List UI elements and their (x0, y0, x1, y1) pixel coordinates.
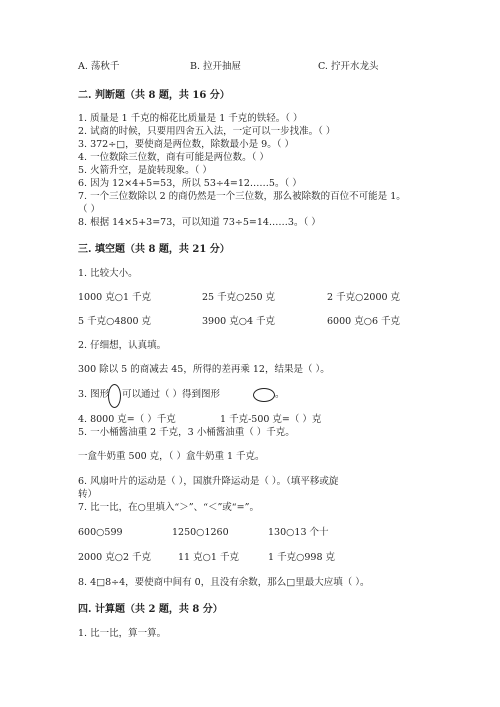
tf-item-6: 6. 因为 12×4+5=53，所以 53÷4=12……5。（ ） (78, 178, 302, 189)
fill-q6-cont: 转） (78, 489, 98, 500)
compare-3-2: 1250○1260 (172, 527, 229, 538)
fill-q4-a: 4. 8000 克=（ ）千克 (78, 414, 176, 425)
compare-3-1: 600○599 (78, 527, 123, 538)
option-b: B. 拉开抽屉 (190, 61, 242, 72)
compare-4-2: 11 克○1 千克 (178, 552, 239, 563)
fill-q3-end: 。 (275, 389, 285, 400)
tf-item-3: 3. 372÷□，要使商是两位数，除数最小是 9。（ ） (78, 139, 294, 150)
tf-item-7-blank: （ ） (78, 204, 101, 215)
section-heading-true-false: 二. 判断题（共 8 题，共 16 分） (78, 90, 230, 101)
tf-item-8: 8. 根据 14×5+3=73，可以知道 73÷5=14……3。（ ） (78, 217, 321, 228)
tf-item-7: 7. 一个三位数除以 2 的商仍然是一个三位数，那么被除数的百位不可能是 1。 (78, 191, 406, 202)
fill-q1: 1. 比较大小。 (78, 268, 138, 279)
option-c: C. 拧开水龙头 (318, 61, 379, 72)
fill-q2-question: 300 除以 5 的商减去 45，所得的差再乘 12，结果是（ ）。 (78, 364, 330, 375)
compare-2-1: 5 千克○4800 克 (78, 316, 152, 327)
tf-item-5: 5. 火箭升空，是旋转现象。（ ） (78, 165, 212, 176)
option-a: A. 荡秋千 (78, 61, 120, 72)
fill-q8: 8. 4□8÷4，要使商中间有 0，且没有余数，那么□里最大应填（ ）。 (78, 577, 370, 588)
fill-q3-start: 3. 图形 (78, 389, 110, 400)
fill-q5-b: 一盒牛奶重 500 克，（ ）盒牛奶重 1 千克。 (78, 451, 265, 462)
compare-1-1: 1000 克○1 千克 (78, 292, 152, 303)
compare-3-3: 130○13 个十 (268, 527, 329, 538)
compare-4-3: 1 千克○998 克 (268, 552, 336, 563)
compare-2-2: 3900 克○4 千克 (202, 316, 276, 327)
fill-q4-b: 1 千克-500 克=（ ）克 (220, 414, 322, 425)
calc-q1: 1. 比一比，算一算。 (78, 628, 167, 639)
fill-q6: 6. 风扇叶片的运动是（ ），国旗升降运动是（ ）。（填平移或旋 (78, 476, 339, 487)
vertical-oval-shape (108, 384, 121, 408)
fill-q2: 2. 仔细想，认真填。 (78, 340, 167, 351)
tf-item-1: 1. 质量是 1 千克的棉花比质量是 1 千克的铁轻。（ ） (78, 113, 303, 124)
fill-q5: 5. 一小桶酱油重 2 千克，3 小桶酱油重（ ）千克。 (78, 427, 295, 438)
section-heading-calculation: 四. 计算题（共 2 题，共 8 分） (78, 604, 223, 615)
compare-4-1: 2000 克○2 千克 (78, 552, 152, 563)
horizontal-oval-shape (253, 388, 275, 402)
fill-q3-middle: 可以通过（ ）得到图形 (122, 389, 221, 400)
tf-item-4: 4. 一位数除三位数，商有可能是两位数。（ ） (78, 152, 269, 163)
compare-1-2: 25 千克○250 克 (202, 292, 276, 303)
compare-1-3: 2 千克○2000 克 (327, 292, 401, 303)
tf-item-2: 2. 试商的时候，只要用四舍五入法，一定可以一步找准。（ ） (78, 126, 336, 137)
fill-q7: 7. 比一比，在○里填入“＞”、“＜”或“=”。 (78, 502, 259, 513)
compare-2-3: 6000 克○6 千克 (327, 316, 401, 327)
section-heading-fill-blank: 三. 填空题（共 8 题，共 21 分） (78, 244, 230, 255)
